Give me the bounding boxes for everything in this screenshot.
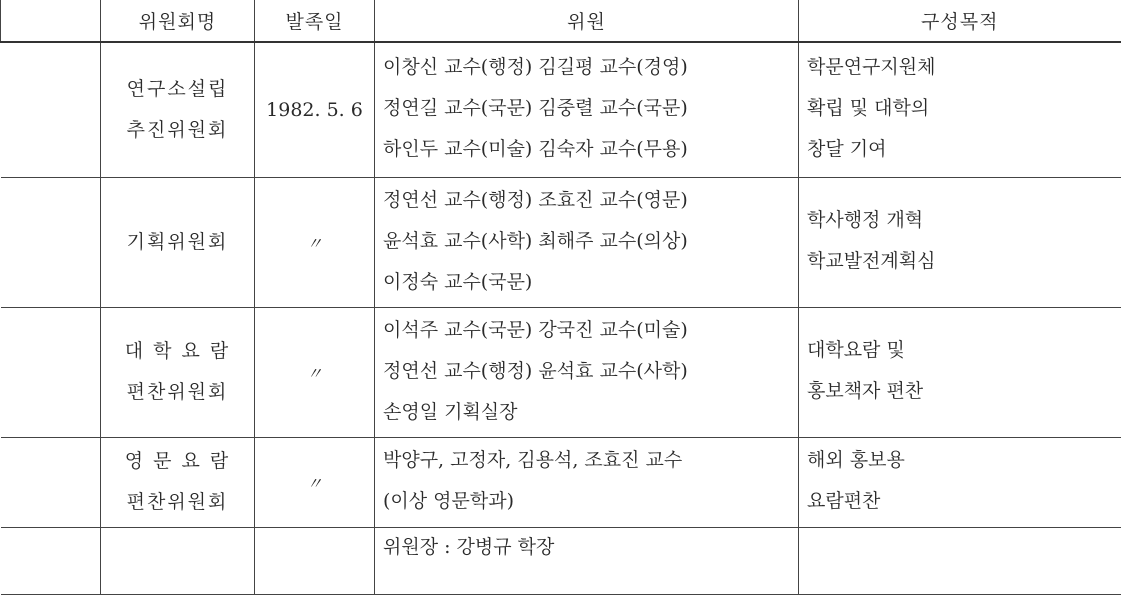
- purpose-cell: [799, 177, 1121, 307]
- purpose-line: 창달 기여: [807, 138, 887, 161]
- start-date-cell: 〃: [255, 307, 375, 437]
- members-line: 윤석효 교수(사학) 최해주 교수(의상): [383, 229, 688, 252]
- table-row: [1, 437, 1121, 527]
- purpose-line: 학교발전계획심: [807, 250, 936, 272]
- header-members: 위원: [375, 0, 799, 42]
- header-purpose: 구성목적: [799, 0, 1121, 42]
- committee-name-cell: [101, 527, 255, 594]
- purpose-cell: [799, 527, 1121, 594]
- left-margin-cell: [1, 307, 101, 437]
- purpose-line: 해외 홍보용: [807, 449, 905, 471]
- committee-name-line: 연구소설립: [126, 77, 229, 100]
- left-margin-cell: [1, 0, 101, 42]
- members-line: 이석주 교수(국문) 강국진 교수(미술): [383, 318, 688, 341]
- table-row: [1, 527, 1121, 594]
- left-margin-cell: [1, 437, 101, 527]
- start-date-cell: 1982. 5. 6: [255, 42, 375, 177]
- members-line: 이정숙 교수(국문): [383, 270, 533, 293]
- committee-name-line: 영 문 요 람: [124, 450, 231, 472]
- purpose-cell: [799, 42, 1121, 177]
- members-cell: [375, 307, 799, 437]
- committee-name-line: 편찬위원회: [126, 381, 229, 403]
- committee-name-line: 편찬위원회: [126, 491, 229, 513]
- header-committee-name: 위원회명: [101, 0, 255, 42]
- table-header-row: [1, 0, 1121, 42]
- committee-name-cell: [101, 437, 255, 527]
- purpose-line: 홍보책자 편찬: [807, 380, 924, 402]
- left-margin-cell: [1, 527, 101, 594]
- members-cell: [375, 527, 799, 594]
- table-row: [1, 177, 1121, 307]
- members-cell: [375, 437, 799, 527]
- purpose-line: 확립 및 대학의: [807, 97, 930, 120]
- table-row: [1, 307, 1121, 437]
- members-line: 이창신 교수(행정) 김길평 교수(경영): [383, 56, 688, 79]
- committee-name-line: 대 학 요 람: [124, 340, 231, 362]
- members-line: 정연선 교수(행정) 조효진 교수(영문): [383, 188, 688, 211]
- purpose-cell: [799, 437, 1121, 527]
- members-line: 정연길 교수(국문) 김중렬 교수(국문): [383, 97, 688, 120]
- members-cell: [375, 42, 799, 177]
- members-line: 정연선 교수(행정) 윤석효 교수(사학): [383, 359, 688, 382]
- committee-name-cell: [101, 177, 255, 307]
- committee-name-cell: [101, 307, 255, 437]
- table-row: [1, 42, 1121, 177]
- members-line: (이상 영문학과): [383, 490, 514, 512]
- members-line: 하인두 교수(미술) 김숙자 교수(무용): [383, 138, 688, 161]
- header-start-date: 발족일: [255, 0, 375, 42]
- left-margin-cell: [1, 177, 101, 307]
- purpose-line: 요람편찬: [807, 490, 881, 512]
- members-line: 손영일 기획실장: [383, 400, 518, 423]
- members-line: 박양구, 고정자, 김용석, 조효진 교수: [383, 449, 683, 471]
- purpose-line: 학사행정 개혁: [807, 209, 924, 231]
- purpose-cell: [799, 307, 1121, 437]
- committee-name-line: 추진위원회: [126, 118, 229, 141]
- start-date-cell: [255, 527, 375, 594]
- start-date-cell: 〃: [255, 177, 375, 307]
- committee-name-cell: [101, 42, 255, 177]
- purpose-line: 학문연구지원체: [807, 56, 936, 79]
- members-line: 위원장 : 강병규 학장: [383, 535, 555, 558]
- members-cell: [375, 177, 799, 307]
- committee-name-line: 기획위원회: [126, 230, 229, 253]
- purpose-line: 대학요람 및: [807, 339, 905, 361]
- left-margin-cell: [1, 42, 101, 177]
- start-date-cell: 〃: [255, 437, 375, 527]
